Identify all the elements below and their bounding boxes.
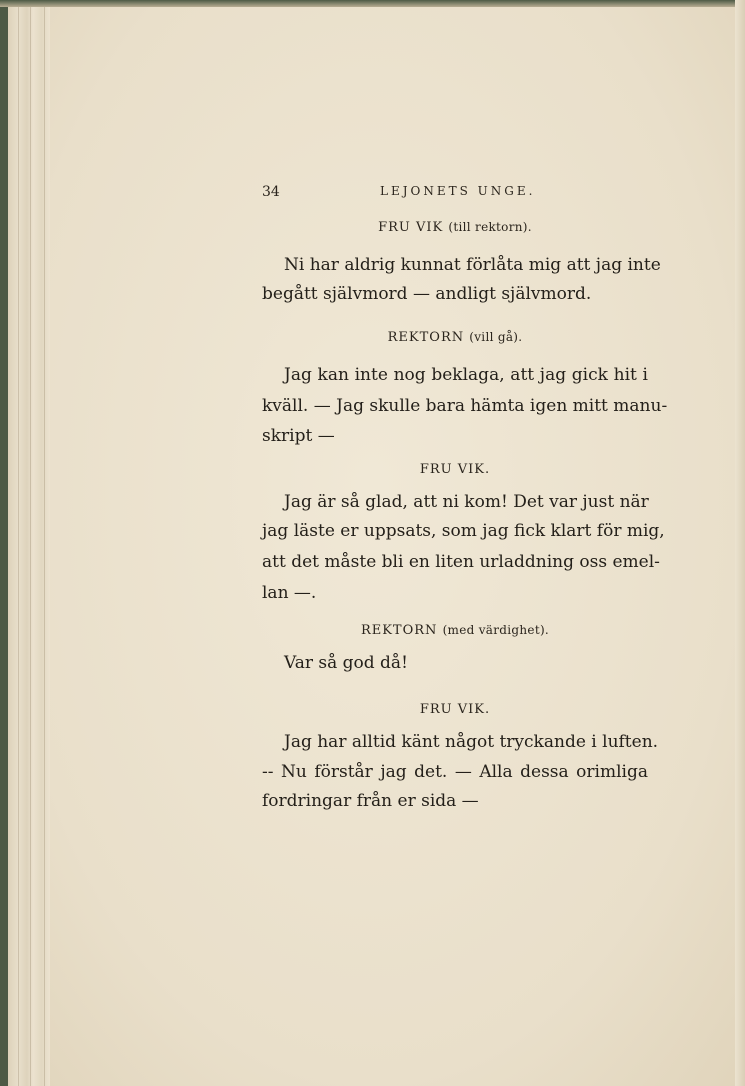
speaker-name: REKTORN [387,330,465,345]
dialogue-line: Var så god då! [284,653,408,673]
speaker-name: FRU VIK [378,220,444,235]
speaker-heading [262,220,648,235]
running-header [262,184,648,204]
dialogue-line: Jag har alltid känt något tryckande i luften. [284,732,659,752]
stage-direction: (vill gå). [469,330,523,344]
stage-direction: (med värdighet). [442,623,550,637]
page-top-edge [0,0,745,7]
speaker-heading [262,702,648,717]
dialogue-line: Jag är så glad, att ni kom! Det var just när [284,492,649,512]
binding-crease [30,0,31,1086]
dialogue-line: fordringar från er sida — [262,791,479,811]
dialogue-line: Jag kan inte nog beklaga, att jag gick hit i [284,365,648,385]
speaker-heading [262,462,648,477]
dialogue-line: -- Nu förstår jag det. — Alla dessa orimliga [262,762,648,782]
book-cover-edge [0,0,8,1086]
page-number: 34 [262,184,280,200]
dialogue-line: kväll. — Jag skulle bara hämta igen mitt manu- [262,396,668,416]
dialogue-line: att det måste bli en liten urladdning oss emel- [262,552,660,572]
stage-direction: (till rektorn). [448,220,532,234]
page-right-edge [735,0,745,1086]
binding-crease [18,0,19,1086]
speaker-name: FRU VIK. [419,462,491,477]
dialogue-line: jag läste er uppsats, som jag fick klart för mig, [262,521,665,541]
dialogue-line: lan —. [262,583,317,603]
speaker-heading [262,623,648,638]
speaker-name: FRU VIK. [419,702,491,717]
speaker-name: REKTORN [360,623,438,638]
binding-crease [44,0,45,1086]
dialogue-line: skript — [262,426,335,446]
running-title: LEJONETS UNGE. [380,184,536,198]
dialogue-line: begått självmord — andligt självmord. [262,284,592,304]
speaker-heading [262,330,648,345]
dialogue-line: Ni har aldrig kunnat förlåta mig att jag inte [284,255,661,275]
